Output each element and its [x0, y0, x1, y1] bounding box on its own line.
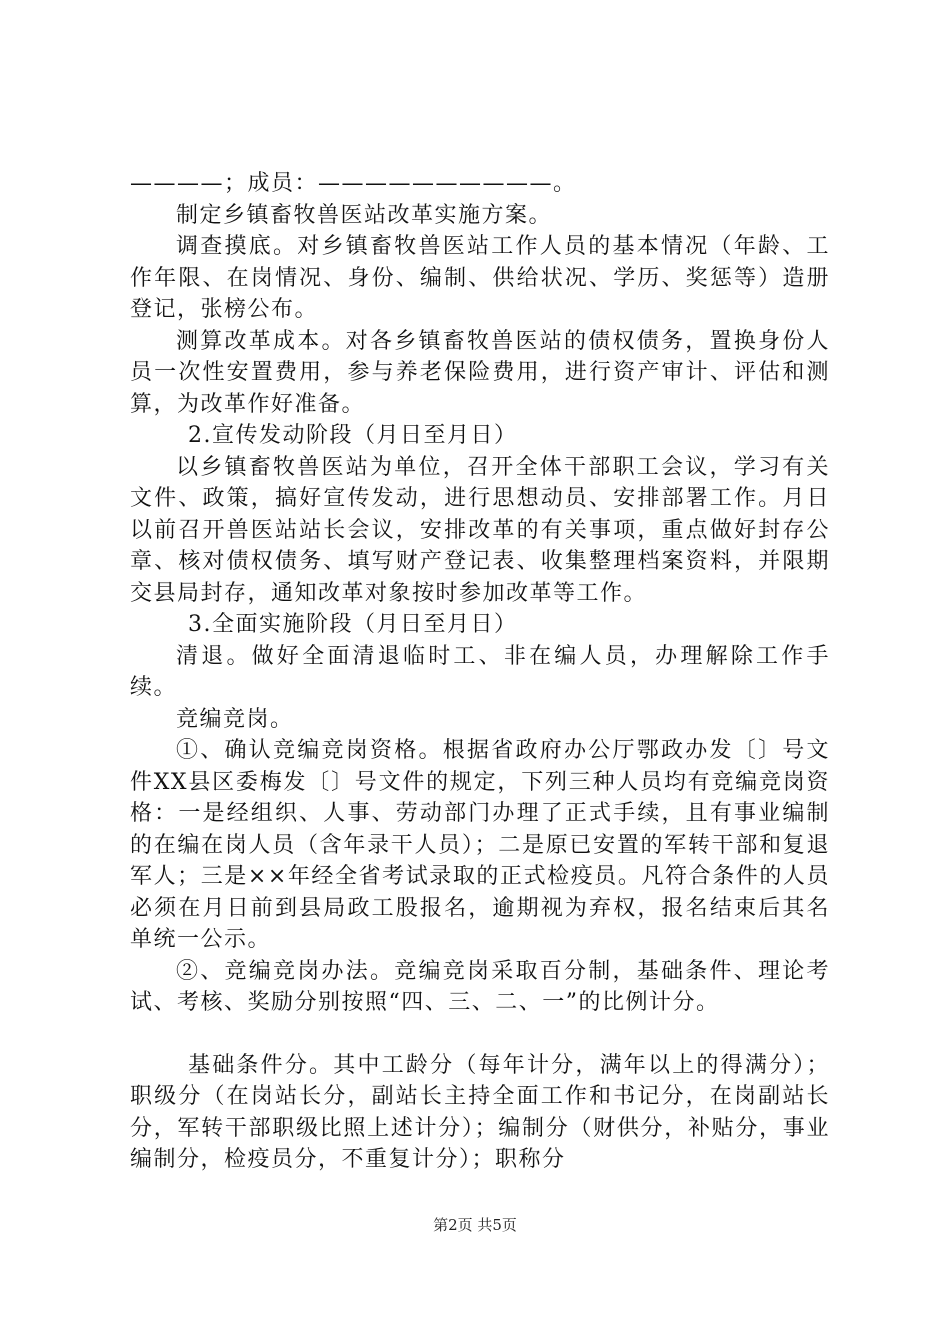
paragraph-basic-score: 基础条件分。其中工龄分（每年计分，满年以上的得满分）；职级分（在岗站长分，副站长主持全面工作和书记分，在岗副站长分，军转干部职级比照上述计分）；编制分（财供分，补贴分，事业编制分，检疫员分，不重复计分）；职称分	[130, 1052, 830, 1172]
paragraph-dismissal: 清退。做好全面清退临时工、非在编人员，办理解除工作手续。	[130, 643, 830, 700]
page-number-footer: 第2页 共5页	[433, 1216, 517, 1234]
paragraph-cost: 测算改革成本。对各乡镇畜牧兽医站的债权债务，置换身份人员一次性安置费用，参与养老保险费用，进行资产审计、评估和测算，为改革作好准备。	[130, 328, 830, 417]
paragraph-method: ②、竞编竞岗办法。竞编竞岗采取百分制，基础条件、理论考试、考核、奖励分别按照“四、三、二、一”的比例计分。	[130, 958, 830, 1015]
heading-implementation-stage: 3.全面实施阶段（月日至月日）	[188, 612, 518, 637]
document-body	[130, 168, 830, 1176]
paragraph-competition: 竞编竞岗。	[176, 706, 294, 732]
heading-publicity-stage: 2.宣传发动阶段（月日至月日）	[188, 423, 518, 448]
paragraph-plan: 制定乡镇畜牧兽医站改革实施方案。	[176, 202, 553, 228]
paragraph-publicity: 以乡镇畜牧兽医站为单位，召开全体干部职工会议，学习有关文件、政策，搞好宣传发动，进行思想动员、安排部署工作。月日以前召开兽医站站长会议，安排改革的有关事项，重点做好封存公章、核对债权债务、填写财产登记表、收集整理档案资料，并限期交县局封存，通知改革对象按时参加改革等工作。	[130, 454, 830, 606]
paragraph-survey: 调查摸底。对乡镇畜牧兽医站工作人员的基本情况（年龄、工作年限、在岗情况、身份、编制、供给状况、学历、奖惩等）造册登记，张榜公布。	[130, 234, 830, 322]
paragraph-qualification: ①、确认竞编竞岗资格。根据省政府办公厅鄂政办发〔〕号文件XX县区委梅发〔〕号文件的规定，下列三种人员均有竞编竞岗资格：一是经组织、人事、劳动部门办理了正式手续，且有事业编制的在编在岗人员（含年录干人员）；二是原已安置的军转干部和复退军人；三是××年经全省考试录取的正式检疫员。凡符合条件的人员必须在月日前到县局政工股报名，逾期视为弃权，报名结束后其名单统一公示。	[130, 738, 830, 952]
paragraph-gap	[130, 1019, 830, 1050]
paragraph-members: ————；成员：——————————。	[130, 171, 577, 196]
